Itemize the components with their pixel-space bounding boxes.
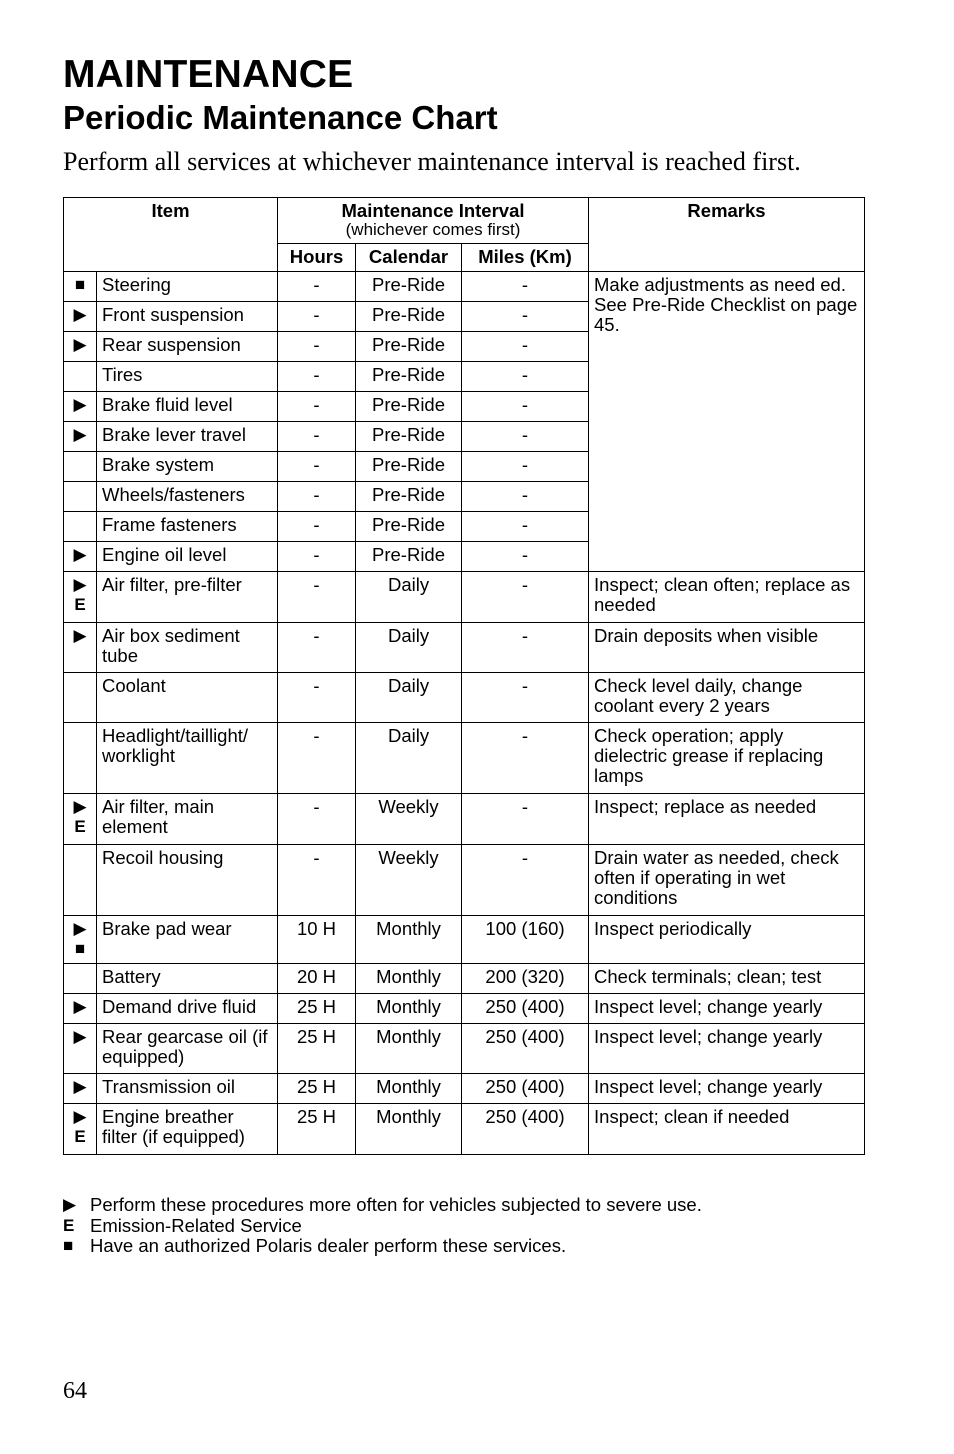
miles-value: - [462,302,589,332]
row-symbols [64,794,97,845]
emission-e-icon: E [74,595,86,614]
legend-text: Have an authorized Polaris dealer perform these services. [90,1235,567,1256]
miles-value: 250 (400) [462,994,589,1024]
legend-text: Perform these procedures more often for vehicles subjected to severe use. [90,1194,702,1215]
item-name: Rear suspension [97,332,278,362]
row-symbols [64,845,97,916]
table-row [64,794,865,845]
calendar-value: Pre-Ride [356,482,462,512]
row-symbols [64,482,97,512]
calendar-value: Weekly [356,794,462,845]
miles-value: - [462,542,589,572]
header-row [64,198,865,244]
remarks-value: Inspect; replace as needed [589,794,865,845]
miles-value: 250 (400) [462,1074,589,1104]
remarks-value: Inspect level; change yearly [589,1074,865,1104]
hours-value: - [278,512,356,542]
calendar-value: Daily [356,623,462,673]
miles-value: - [462,452,589,482]
arrow-icon: ▶ [73,997,87,1016]
table-row [64,272,865,302]
item-name: Air filter, main element [97,794,278,845]
hours-value: - [278,332,356,362]
item-name: Rear gearcase oil (if equipped) [97,1024,278,1074]
table-row [64,916,865,964]
hours-value: - [278,723,356,794]
legend-row-emission [63,1216,702,1237]
hours-value: - [278,542,356,572]
row-symbols [64,964,97,994]
hours-value: 25 H [278,1104,356,1155]
item-name: Brake pad wear [97,916,278,964]
table-row [64,1024,865,1074]
page-title: Periodic Maintenance Chart [63,99,498,136]
interval-heading: Maintenance Interval [341,200,525,221]
remarks-value: Check operation; apply dielectric grease if replacing lamps [589,723,865,794]
item-name: Headlight/taillight/ worklight [97,723,278,794]
miles-value: - [462,482,589,512]
calendar-value: Daily [356,572,462,623]
miles-value: - [462,623,589,673]
table-row [64,723,865,794]
remarks-value: Inspect periodically [589,916,865,964]
miles-value: - [462,723,589,794]
square-icon: ■ [74,939,86,958]
calendar-value: Monthly [356,1104,462,1155]
calendar-value: Pre-Ride [356,362,462,392]
hours-value: 25 H [278,1024,356,1074]
calendar-value: Pre-Ride [356,302,462,332]
arrow-icon: ▶ [73,797,87,816]
miles-value: - [462,272,589,302]
miles-value: 100 (160) [462,916,589,964]
miles-value: - [462,392,589,422]
table-row [64,964,865,994]
row-symbols [64,542,97,572]
arrow-icon: ▶ [73,305,87,324]
row-symbols [64,1024,97,1074]
calendar-value: Monthly [356,994,462,1024]
column-header-interval [278,198,589,244]
hours-value: 25 H [278,1074,356,1104]
emission-e-icon: E [63,1215,75,1235]
remarks-pre-ride-group: Make adjustments as need ed. See Pre-Ride Checklist on page 45. [589,272,865,572]
intro-text: Perform all services at whichever maintenance interval is reached first. [63,147,801,176]
calendar-value: Monthly [356,916,462,964]
page-number: 64 [63,1378,87,1404]
emission-e-icon: E [74,1127,86,1146]
table-row [64,1074,865,1104]
row-symbols [64,916,97,964]
table-row [64,994,865,1024]
table-row [64,623,865,673]
hours-value: 25 H [278,994,356,1024]
arrow-icon: ▶ [73,395,87,414]
item-name: Recoil housing [97,845,278,916]
miles-value: 200 (320) [462,964,589,994]
hours-value: - [278,452,356,482]
calendar-value: Pre-Ride [356,542,462,572]
row-symbols [64,302,97,332]
calendar-value: Pre-Ride [356,512,462,542]
hours-value: - [278,482,356,512]
row-symbols [64,572,97,623]
remarks-value: Drain deposits when visible [589,623,865,673]
row-symbols [64,332,97,362]
item-name: Air filter, pre-filter [97,572,278,623]
calendar-value: Monthly [356,964,462,994]
miles-value: - [462,512,589,542]
interval-note: (whichever comes first) [345,220,521,239]
item-name: Steering [97,272,278,302]
square-icon: ■ [74,275,86,294]
hours-value: 20 H [278,964,356,994]
legend-row-dealer [63,1236,702,1257]
hours-value: 10 H [278,916,356,964]
row-symbols [64,512,97,542]
remarks-value: Inspect; clean often; replace as needed [589,572,865,623]
calendar-value: Pre-Ride [356,332,462,362]
calendar-value: Monthly [356,1024,462,1074]
item-name: Brake system [97,452,278,482]
remarks-value: Inspect; clean if needed [589,1104,865,1155]
arrow-icon: ▶ [73,575,87,594]
column-header-remarks: Remarks [589,198,865,272]
hours-value: - [278,673,356,723]
item-name: Transmission oil [97,1074,278,1104]
column-header-miles: Miles (Km) [462,244,589,272]
item-name: Engine oil level [97,542,278,572]
row-symbols [64,362,97,392]
row-symbols [64,623,97,673]
item-name: Tires [97,362,278,392]
calendar-value: Daily [356,723,462,794]
section-title: MAINTENANCE [63,53,354,96]
calendar-value: Pre-Ride [356,392,462,422]
row-symbols [64,452,97,482]
remarks-value: Check level daily, change coolant every 2 years [589,673,865,723]
row-symbols [64,673,97,723]
remarks-value: Drain water as needed, check often if operating in wet conditions [589,845,865,916]
legend-text: Emission-Related Service [90,1214,302,1236]
miles-value: - [462,845,589,916]
miles-value: - [462,572,589,623]
item-name: Demand drive fluid [97,994,278,1024]
arrow-icon: ▶ [73,626,87,645]
legend-row-severe-use [63,1195,702,1216]
miles-value: - [462,422,589,452]
item-name: Wheels/fasteners [97,482,278,512]
hours-value: - [278,422,356,452]
item-name: Brake lever travel [97,422,278,452]
calendar-value: Pre-Ride [356,452,462,482]
item-name: Frame fasteners [97,512,278,542]
item-name: Air box sediment tube [97,623,278,673]
maintenance-chart-table [63,197,865,1155]
legend [63,1195,702,1257]
column-header-hours: Hours [278,244,356,272]
row-symbols [64,392,97,422]
row-symbols [64,422,97,452]
miles-value: 250 (400) [462,1104,589,1155]
miles-value: 250 (400) [462,1024,589,1074]
row-symbols [64,272,97,302]
calendar-value: Pre-Ride [356,272,462,302]
hours-value: - [278,362,356,392]
row-symbols [64,1074,97,1104]
arrow-icon: ▶ [73,425,87,444]
item-name: Brake fluid level [97,392,278,422]
hours-value: - [278,392,356,422]
item-name: Battery [97,964,278,994]
arrow-icon: ▶ [73,1077,87,1096]
chart-body [64,272,865,1155]
miles-value: - [462,794,589,845]
hours-value: - [278,272,356,302]
miles-value: - [462,362,589,392]
hours-value: - [278,572,356,623]
column-header-item: Item [64,198,278,272]
remarks-value: Check terminals; clean; test [589,964,865,994]
calendar-value: Daily [356,673,462,723]
item-name: Engine breather filter (if equipped) [97,1104,278,1155]
hours-value: - [278,302,356,332]
hours-value: - [278,623,356,673]
miles-value: - [462,673,589,723]
hours-value: - [278,794,356,845]
row-symbols [64,723,97,794]
row-symbols [64,1104,97,1155]
row-symbols [64,994,97,1024]
table-row [64,572,865,623]
arrow-icon: ▶ [73,1027,87,1046]
square-icon: ■ [63,1236,74,1255]
arrow-icon: ▶ [73,919,87,938]
calendar-value: Monthly [356,1074,462,1104]
emission-e-icon: E [74,817,86,836]
miles-value: - [462,332,589,362]
arrow-icon: ▶ [73,545,87,564]
arrow-icon: ▶ [73,335,87,354]
arrow-icon: ▶ [63,1195,77,1214]
item-name: Front suspension [97,302,278,332]
column-header-calendar: Calendar [356,244,462,272]
remarks-value: Inspect level; change yearly [589,1024,865,1074]
calendar-value: Pre-Ride [356,422,462,452]
table-row [64,673,865,723]
calendar-value: Weekly [356,845,462,916]
hours-value: - [278,845,356,916]
arrow-icon: ▶ [73,1107,87,1126]
item-name: Coolant [97,673,278,723]
table-row [64,1104,865,1155]
table-row [64,845,865,916]
remarks-value: Inspect level; change yearly [589,994,865,1024]
